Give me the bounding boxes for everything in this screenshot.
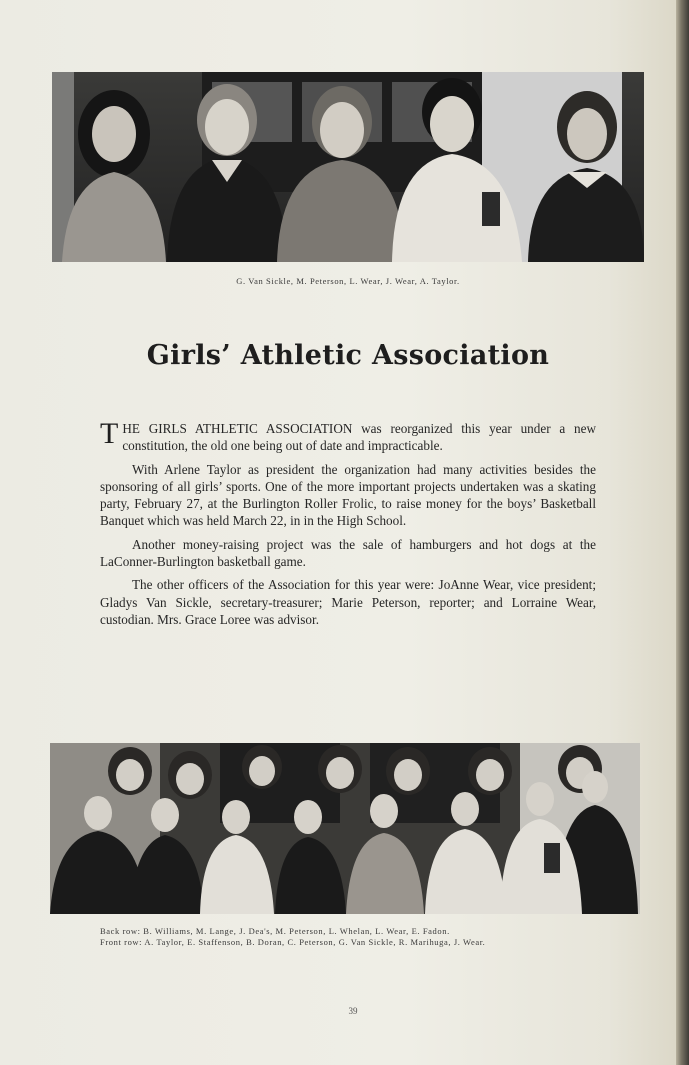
article-paragraph-1 [100, 417, 596, 455]
article-body [100, 417, 596, 634]
article-paragraph-2: With Arlene Taylor as president the organization had many activities besides the sponsoring of all girls’ sports. One of the more important projects undertaken was a skating party, February 27, at the Burlington Roller Frolic, to raise money for the boys’ Basketball Banquet which was held March 22, in in the High School. [100, 461, 596, 529]
bottom-group-photo [50, 743, 640, 914]
top-photo-caption: G. Van Sickle, M. Peterson, L. Wear, J. Wear, A. Taylor. [236, 276, 460, 286]
drop-cap: T [100, 417, 119, 450]
article-paragraph-4: The other officers of the Association for this year were: JoAnne Wear, vice president; Gladys Van Sickle, secretary-treasurer; Marie Peterson, reporter; and Lorraine Wear, custodian. Mrs. Grace Loree was advisor. [100, 577, 596, 627]
paragraph-1-text: HE GIRLS ATHLETIC ASSOCIATION was reorganized this year under a new constitution, the old one being out of date and impracticable. [122, 421, 596, 454]
top-group-photo [52, 72, 644, 262]
book-spine [676, 0, 689, 1065]
caption-front-row: Front row: A. Taylor, E. Staffenson, B. Doran, C. Peterson, G. Van Sickle, R. Marihuga, J. Wear. [100, 937, 486, 947]
caption-back-row: Back row: B. Williams, M. Lange, J. Dea's, M. Peterson, L. Whelan, L. Wear, E. Fadon. [100, 926, 450, 936]
bottom-photo-caption [100, 926, 600, 948]
page-number: 39 [348, 1006, 358, 1016]
page-title: Girls’ Athletic Association [146, 340, 550, 371]
article-paragraph-3: Another money-raising project was the sale of hamburgers and hot dogs at the LaConner-Burlington basketball game. [100, 536, 596, 570]
